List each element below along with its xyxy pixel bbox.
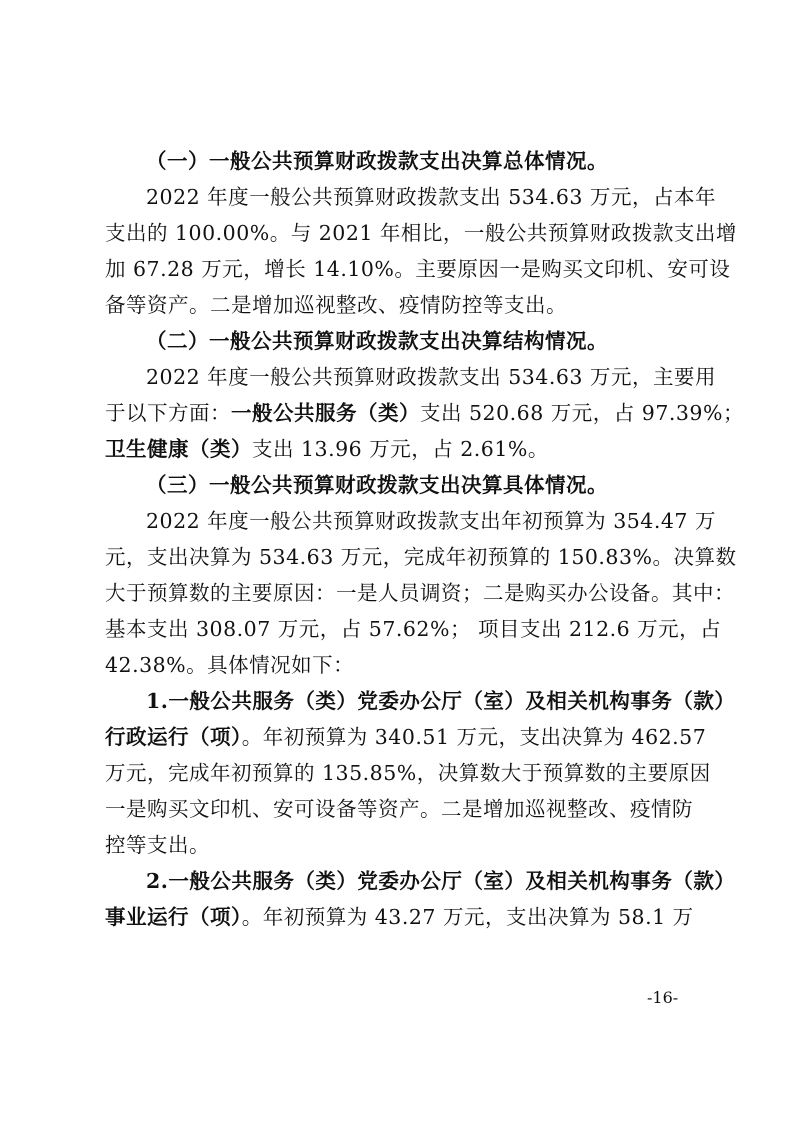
paragraph-line: 2022 年度一般公共预算财政拨款支出 534.63 万元，主要用: [146, 365, 716, 389]
section-heading-1: （一）一般公共预算财政拨款支出决算总体情况。: [146, 149, 608, 173]
paragraph-line: 2022 年度一般公共预算财政拨款支出年初预算为 354.47 万: [146, 509, 716, 533]
paragraph-line: 大于预算数的主要原因：一是人员调资；二是购买办公设备。其中：: [105, 581, 735, 605]
section-heading-3: （三）一般公共预算财政拨款支出决算具体情况。: [146, 473, 608, 497]
paragraph-line: 加 67.28 万元，增长 14.10%。主要原因一是购买文印机、安可设: [105, 257, 731, 281]
item-label: 事业运行（项）: [105, 905, 242, 929]
paragraph-line: 基本支出 308.07 万元，占 57.62%； 项目支出 212.6 万元，占: [105, 617, 722, 641]
item-heading-1: 1.一般公共服务（类）党委办公厅（室）及相关机构事务（款）: [146, 689, 736, 713]
paragraph-line: 备等资产。二是增加巡视整改、疫情防控等支出。: [105, 293, 567, 317]
paragraph-line: 元，支出决算为 534.63 万元，完成年初预算的 150.83%。决算数: [105, 545, 737, 569]
text-run: 。年初预算为 340.51 万元，支出决算为 462.57: [241, 725, 707, 749]
item-heading-2: 2.一般公共服务（类）党委办公厅（室）及相关机构事务（款）: [146, 869, 736, 893]
paragraph-line: [105, 433, 690, 465]
document-body: [105, 145, 744, 937]
paragraph-line: 控等支出。: [105, 833, 210, 857]
paragraph-line: 2022 年度一般公共预算财政拨款支出 534.63 万元，占本年: [146, 185, 716, 209]
paragraph-line: [105, 721, 707, 753]
text-run: 支出 13.96 万元，占 2.61%。: [252, 437, 549, 461]
category-label: 一般公共服务（类）: [231, 401, 420, 425]
section-heading-2: （二）一般公共预算财政拨款支出决算结构情况。: [146, 329, 608, 353]
paragraph-line: [105, 397, 744, 429]
item-label: 行政运行（项）: [105, 725, 242, 749]
category-label: 卫生健康（类）: [105, 437, 252, 461]
paragraph-line: 支出的 100.00%。与 2021 年相比，一般公共预算财政拨款支出增: [105, 221, 737, 245]
paragraph-line: 万元，完成年初预算的 135.85%，决算数大于预算数的主要原因: [105, 761, 711, 785]
page-number: -16-: [647, 988, 679, 1007]
text-run: 。年初预算为 43.27 万元，支出决算为 58.1 万: [241, 905, 694, 929]
text-run: 于以下方面：: [105, 401, 231, 425]
paragraph-line: 一是购买文印机、安可设备等资产。二是增加巡视整改、疫情防: [105, 797, 693, 821]
text-run: 支出 520.68 万元，占 97.39%；: [420, 401, 744, 425]
paragraph-line: 42.38%。具体情况如下：: [105, 653, 355, 677]
paragraph-line: [105, 901, 694, 933]
